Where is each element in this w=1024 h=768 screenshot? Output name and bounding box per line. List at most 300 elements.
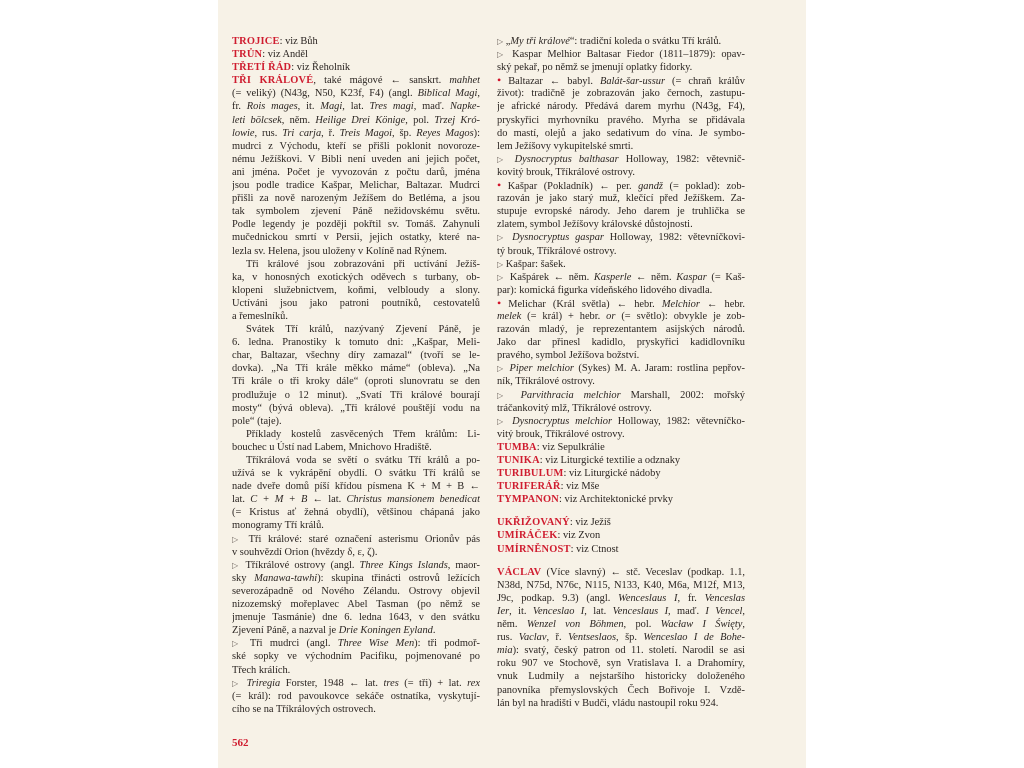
text-line	[497, 349, 745, 362]
text-run: , něm.	[281, 114, 316, 126]
triangle-marker-icon: ▷	[497, 233, 507, 243]
text-line	[497, 87, 745, 100]
triangle-marker-icon: ▷	[497, 37, 504, 46]
text-run: , pol.	[623, 619, 661, 631]
text-line	[497, 362, 745, 375]
text-run: pravého, symbol Ježíšova božství.	[497, 350, 640, 362]
text-run: lat.	[232, 494, 251, 506]
text-run: razován mladý, je reprezentantem asijských národů.	[497, 324, 745, 336]
italic-term: Melchior	[661, 298, 700, 310]
italic-term: Triregia	[246, 677, 281, 689]
text-run: ani jména. Počet je vyvozován z počtu darů, jména	[232, 166, 480, 178]
text-run: (= tři) + lat.	[398, 677, 468, 689]
text-line	[232, 624, 480, 637]
text-run: pole“ (taje).	[232, 415, 282, 427]
italic-term: Parvithracia melchior	[520, 389, 621, 401]
italic-term: Dysnocryptus gaspar	[512, 232, 604, 244]
italic-term: Ventseslaos	[568, 632, 617, 644]
text-run: , lat.	[342, 101, 370, 113]
bullet-icon: •	[497, 74, 502, 88]
text-line	[232, 611, 480, 624]
text-run: ,	[742, 605, 745, 617]
bullet-icon: •	[497, 179, 502, 193]
text-run	[508, 154, 515, 165]
text-run: ): tři podmoř-	[414, 638, 480, 650]
text-run: ník, Tříkrálové ostrovy.	[497, 376, 595, 388]
text-run: stupuje evropské národy. Jeho darem je truhlička se	[497, 206, 745, 218]
text-run: vnuk Ludmily a nejstaršího historicky doloženého	[497, 671, 745, 683]
text-run: vitý brouk, Tříkrálové ostrovy.	[497, 428, 625, 440]
text-run: cího se na Tříkrálových ostrovech.	[232, 703, 376, 715]
text-line	[497, 657, 745, 670]
text-run: rus.	[497, 632, 519, 644]
italic-term: mia	[497, 645, 513, 657]
text-run: Baltazar ← babyl.	[501, 76, 600, 88]
text-line	[232, 415, 480, 428]
text-run: (= světlo): obvykle je zob-	[615, 310, 745, 322]
text-run: monogramy Tří králů.	[232, 520, 324, 532]
text-line	[497, 297, 745, 310]
italic-term: Three Wise Men	[337, 638, 415, 650]
text-line	[232, 690, 480, 703]
text-line	[232, 87, 480, 100]
text-run: : viz Bůh	[279, 36, 318, 47]
italic-term: Ier	[497, 605, 510, 617]
text-line	[232, 467, 480, 480]
text-line	[232, 572, 480, 585]
italic-term: Kaspar	[676, 271, 707, 283]
italic-term: Three Kings Islands	[359, 559, 448, 571]
text-line	[232, 310, 480, 323]
text-line	[497, 566, 745, 579]
text-line	[497, 284, 745, 297]
text-run: fr.	[232, 101, 247, 113]
italic-term: mahhet	[449, 75, 480, 87]
text-run: , fr.	[677, 592, 705, 604]
text-run: 6. ledna. Pranostiky k tomuto dni: „Kašpar, Meli-	[232, 337, 480, 349]
text-run: , ř.	[546, 632, 569, 644]
italic-term: Balát-šar-ussur	[599, 76, 665, 88]
text-line	[497, 140, 745, 153]
text-run: , maď.	[668, 605, 706, 617]
text-line	[497, 467, 745, 480]
text-line	[232, 336, 480, 349]
text-run: panovníka přemyslovských Čech Bořivoje I. Vzdě-	[497, 684, 745, 696]
text-run: , lat.	[584, 605, 613, 617]
text-run: Tříkrálové ostrovy (angl.	[240, 559, 360, 571]
text-run: (= Kristus ať žehná obydlí), většinou chápaná jako	[232, 507, 480, 519]
italic-term: Wenzel von Böhmen	[526, 619, 624, 631]
text-line	[497, 310, 745, 323]
text-run: prodlužuje o 12 minut). „Svatí Tři králové bourají	[232, 389, 480, 401]
text-run: Holloway, 1982: větevnič-	[618, 153, 745, 165]
text-run: „	[503, 36, 511, 47]
triangle-marker-icon: ▷	[497, 416, 507, 426]
text-line	[497, 166, 745, 179]
text-run: : viz Řeholník	[291, 62, 351, 74]
text-run: a řemeslníků.	[232, 310, 288, 322]
text-line	[232, 533, 480, 546]
text-line	[232, 650, 480, 663]
text-line	[497, 428, 745, 441]
text-line	[497, 644, 745, 657]
text-line	[232, 140, 480, 153]
bullet-icon: •	[497, 296, 502, 310]
text-run: : viz Ctnost	[570, 543, 619, 555]
text-run: : viz Ježíš	[569, 517, 611, 529]
text-run: Kašpárek ← něm.	[505, 271, 594, 283]
text-run: (= král) + hebr.	[521, 310, 607, 322]
text-run: (= poklad): zob-	[662, 181, 745, 193]
text-run: Uctíváni jsou jako patroni poutníků, cestovatelů	[232, 297, 480, 309]
text-line	[497, 35, 745, 48]
text-line	[497, 271, 745, 284]
text-run: .	[432, 625, 436, 637]
italic-term: Vaclav	[518, 632, 547, 644]
text-line	[232, 192, 480, 205]
text-line	[497, 529, 745, 542]
text-run: tak symbolem zjevení Páně nežidovskému světu.	[232, 206, 480, 218]
text-run: lezla sv. Helena, jsou uloženy v Kolíně nad Rýnem.	[232, 245, 447, 257]
triangle-marker-icon: ▷	[497, 259, 504, 269]
page-number: 562	[232, 737, 249, 749]
text-run: Kašpar: šašek.	[503, 258, 566, 270]
triangle-marker-icon: ▷	[497, 50, 507, 60]
text-run: bouchec u Ústí nad Labem, Mnichovo Hradiště.	[232, 441, 432, 453]
entry-headword: TŘETÍ ŘÁD	[232, 62, 292, 74]
entry-headword: TURIFERÁŘ	[497, 481, 561, 493]
italic-term: C + M + B	[250, 494, 308, 506]
text-run	[511, 390, 521, 401]
text-line	[497, 127, 745, 140]
text-run: : viz Anděl	[262, 49, 308, 61]
text-run: ← hebr.	[699, 298, 745, 310]
text-run: nému Ježíškovi. V Bibli není uveden ani jejich počet,	[232, 153, 480, 165]
text-run: : viz Mše	[560, 481, 600, 493]
text-line	[232, 598, 480, 611]
text-run: ← lat.	[307, 494, 347, 506]
text-run: Holloway, 1982: větevníčkovi-	[603, 232, 745, 244]
text-run: jsou podle tradice Kašpar, Melichar, Baltazar. Mudrci	[232, 180, 480, 192]
text-run: ský pekař, po němž se jmenují oplatky fidorky.	[497, 62, 693, 74]
text-line	[232, 323, 480, 336]
text-line	[232, 428, 480, 441]
text-line	[232, 493, 480, 506]
text-line	[232, 402, 480, 415]
entry-headword: TUNIKA	[497, 455, 540, 466]
text-line	[497, 415, 745, 428]
text-run: , rus.	[254, 127, 283, 139]
text-line	[232, 637, 480, 650]
text-line	[497, 684, 745, 697]
italic-term: Treis Magoi	[339, 127, 393, 139]
text-run: Tři mudrci (angl.	[242, 638, 338, 650]
italic-term: Trzej Kró-	[434, 114, 480, 126]
text-run: Holloway, 1982: větevníčko-	[612, 415, 745, 427]
text-run: do mastí, olejů a jako sedativum do vína. Je symbo-	[497, 127, 745, 139]
text-run: : viz Liturgické textilie a odznaky	[539, 455, 681, 466]
italic-term: Venceslao I	[532, 605, 585, 617]
italic-term: Wenceslaus I	[618, 592, 678, 604]
text-run: Tříkrálová voda se světí o svátku Tří králů a po-	[246, 455, 480, 466]
text-line	[497, 258, 745, 271]
text-run: je africké národy. Předává darem myrhu (N43g, F4),	[497, 101, 745, 113]
spacer	[497, 556, 745, 566]
text-line	[232, 218, 480, 231]
text-run: Jako dar přinesl kadidlo, pryskyřici kadidlovníku	[497, 337, 745, 349]
text-run: : viz Sepulkrálie	[536, 441, 605, 453]
text-line	[232, 349, 480, 362]
text-line	[497, 493, 745, 506]
text-run: ← něm.	[631, 271, 677, 283]
text-run: (Více slavný) ← stč. Veceslav (podkap. 1.1,	[541, 566, 745, 578]
text-line	[232, 114, 480, 127]
text-line	[497, 389, 745, 402]
text-run: Tři králové jsou zobrazováni při uctívání Ježíš-	[246, 258, 480, 270]
text-line	[232, 375, 480, 388]
italic-term: rex	[467, 677, 480, 689]
italic-term: lowie	[232, 127, 255, 139]
text-run: Zjevení Páně, a nazval je	[232, 625, 339, 637]
text-run: ské sopky ve východním Pacifiku, pojmenované po	[232, 651, 480, 663]
italic-term: Wenceslao I de Bohe-	[643, 632, 745, 644]
italic-term: or	[606, 310, 616, 322]
entry-headword: TUMBA	[497, 441, 537, 453]
triangle-marker-icon: ▷	[232, 678, 242, 688]
italic-term: Wacław I Święty	[660, 619, 743, 631]
triangle-marker-icon: ▷	[232, 639, 243, 649]
text-run: Příklady kostelů zasvěcených Třem králům: Li-	[246, 428, 480, 440]
text-line	[497, 402, 745, 415]
italic-term: Piper melchior	[509, 363, 574, 375]
text-run: dovka). „Na Tři krále měkko máme“ (obleva). „Na	[232, 363, 480, 375]
text-line	[497, 631, 745, 644]
text-line	[497, 543, 745, 556]
text-line	[497, 516, 745, 529]
text-line	[497, 579, 745, 592]
italic-term: Venceslas	[704, 592, 745, 604]
text-line	[232, 153, 480, 166]
text-line	[497, 441, 745, 454]
text-run: , také mágové ← sanskrt.	[313, 75, 450, 87]
text-run: Kašpar (Pokladník) ← per.	[501, 181, 639, 193]
entry-headword: TŘI KRÁLOVÉ	[232, 75, 314, 87]
text-line	[232, 166, 480, 179]
italic-term: Venceslaus I	[612, 605, 669, 617]
text-line	[497, 153, 745, 166]
italic-term: Rois mages	[246, 101, 298, 113]
text-run: v souhvězdí Orion (hvězdy δ, ε, ζ).	[232, 546, 378, 558]
text-line	[232, 61, 480, 74]
text-run: , šp.	[616, 632, 644, 644]
text-run: lem Ježíšovy vykupitelské smrti.	[497, 140, 634, 152]
text-run: char, Baltazar, všechny díry zamazal“ (tvoří se le-	[232, 350, 480, 362]
text-run: lán byl na hradišti v Budči, vládu nastoupil roku 924.	[497, 697, 719, 709]
text-run: , it.	[297, 101, 321, 113]
text-run: Melichar (Král světla) ← hebr.	[501, 298, 662, 310]
text-run: klopeni služebnictvem, koňmi, velbloudy a slony.	[232, 284, 480, 296]
text-line	[232, 231, 480, 244]
text-line	[497, 205, 745, 218]
text-line	[232, 389, 480, 402]
text-run: zlatem, symbol Ježíšovy královské důstojnosti.	[497, 219, 693, 231]
italic-term: gandž	[638, 181, 663, 193]
text-run: severozápadně od Nového Zélandu. Ostrovy objevil	[232, 585, 480, 597]
text-line	[497, 592, 745, 605]
text-line	[232, 258, 480, 271]
text-run: Tři krále o tři kroky dále“ (oproti slunovratu se den	[232, 376, 480, 388]
text-line	[232, 48, 480, 61]
text-line	[232, 480, 480, 493]
right-column	[497, 35, 745, 710]
text-run: ):	[473, 127, 480, 139]
text-run: Kaspar Melhior Baltasar Fiedor (1811–1879): opav-	[506, 49, 745, 61]
text-run: , it.	[509, 605, 533, 617]
text-run: užívá se k vykrápění obydlí. O svátku Tří králů se	[232, 468, 480, 480]
entry-headword: UKŘIŽOVANÝ	[497, 517, 570, 529]
text-line	[232, 677, 480, 690]
text-line	[232, 297, 480, 310]
italic-term: My tři králové	[510, 36, 570, 47]
italic-term: Tri carja	[282, 127, 322, 139]
text-line	[232, 205, 480, 218]
text-line	[232, 284, 480, 297]
text-run: ,	[742, 619, 745, 631]
text-line	[232, 519, 480, 532]
text-line	[497, 480, 745, 493]
text-run: razován je jako starý muž, klečící před Ježíškem. Za-	[497, 193, 745, 205]
triangle-marker-icon: ▷	[497, 364, 506, 374]
text-run: Podle legendy je později pokřtil sv. Tomáš. Zahynuli	[232, 219, 480, 231]
entry-headword: TRŮN	[232, 49, 263, 61]
text-run: jmenuje Tasmánie) dne 6. ledna 1643, v den svátku	[232, 612, 480, 624]
text-run: : viz Zvon	[557, 530, 601, 542]
triangle-marker-icon: ▷	[232, 534, 243, 544]
text-line	[497, 375, 745, 388]
italic-term: Tres magi	[369, 101, 414, 113]
italic-term: I Vencel	[705, 605, 743, 617]
text-run: ,	[477, 88, 480, 100]
text-run: Tři králové: staré označení asterismu Orionův pás	[242, 533, 480, 545]
italic-term: Drie Koningen Eyland	[338, 625, 433, 637]
italic-term: Napke-	[450, 101, 480, 113]
text-line	[232, 35, 480, 48]
left-column	[232, 35, 480, 716]
text-line	[497, 336, 745, 349]
italic-term: leti bölcsek	[232, 114, 282, 126]
text-line	[497, 218, 745, 231]
text-run: , šp.	[392, 127, 417, 139]
text-run: “: tradiční koleda o svátku Tří králů.	[569, 36, 722, 47]
text-run: život): tradičně je zobrazován jako černoch, zastupu-	[497, 88, 745, 100]
italic-term: tres	[383, 677, 399, 689]
entry-headword: VÁCLAV	[497, 566, 542, 578]
text-line	[497, 192, 745, 205]
italic-term: Magi	[320, 101, 343, 113]
entry-headword: TROJICE	[232, 36, 280, 47]
text-run: : viz Architektonické prvky	[559, 494, 673, 506]
text-line	[497, 697, 745, 710]
text-run: sky	[232, 572, 255, 584]
entry-headword: TYMPANON	[497, 494, 560, 506]
text-line	[232, 506, 480, 519]
italic-term: Christus mansionem benedicat	[346, 494, 480, 506]
text-line	[497, 100, 745, 113]
text-run: mučednickou smrtí v Persii, jejich ostatky, které na-	[232, 232, 480, 244]
text-line	[497, 605, 745, 618]
text-run: J9c, podkap. 9.3) (angl.	[497, 592, 619, 604]
text-run: par): komická figurka vídeňského lidového divadla.	[497, 284, 713, 296]
text-run: přišli za nově narozeným Ježíšem do Betléma, a jsou	[232, 193, 480, 205]
text-line	[232, 362, 480, 375]
triangle-marker-icon: ▷	[497, 154, 508, 164]
text-line	[232, 454, 480, 467]
text-line	[232, 179, 480, 192]
text-line	[497, 323, 745, 336]
text-line	[232, 100, 480, 113]
text-line	[497, 179, 745, 192]
text-run: N38d, N75d, N76c, N115, N133, K40, M6a, M12f, M13,	[497, 579, 745, 591]
text-run: tráčankovitý mlž, Tříkrálové ostrovy.	[497, 402, 652, 414]
italic-term: Biblical Magi	[417, 88, 478, 100]
text-line	[232, 559, 480, 572]
text-run: (= veliký) (N43g, N50, K23f, F4) (angl.	[232, 88, 418, 100]
text-line	[232, 127, 480, 140]
text-run: (= král): rod pavoukovce sekáče ostnatíka, vyskytují-	[232, 690, 480, 702]
text-run: Forster, 1948 ← lat.	[280, 677, 384, 689]
italic-term: Heilige Drei Könige	[315, 114, 406, 126]
text-line	[497, 48, 745, 61]
text-run: Svátek Tří králů, nazývaný Zjevení Páně, je	[246, 324, 480, 336]
italic-term: Dysnocryptus balthasar	[514, 153, 619, 165]
text-run: ): skupina třinácti ostrovů ležících	[317, 572, 480, 584]
text-run: (= Kaš-	[706, 271, 745, 283]
entry-headword: UMÍRÁČEK	[497, 530, 558, 542]
text-line	[497, 618, 745, 631]
text-line	[232, 664, 480, 677]
italic-term: Dysnocryptus melchior	[512, 415, 613, 427]
text-run: roku 907 ve Stochově, syn Vratislava I. a Drahomíry,	[497, 658, 745, 670]
text-run: ka, v honosných exotických oděvech s turbany, ob-	[232, 271, 480, 283]
entry-headword: UMÍRNĚNOST	[497, 543, 571, 555]
text-line	[497, 61, 745, 74]
text-run: pryskyřici myrhovníku pravého. Myrha se přidávala	[497, 114, 745, 126]
text-line	[497, 670, 745, 683]
text-run: nade dveře domů píší křídou písmena K + M + B ←	[232, 481, 480, 493]
triangle-marker-icon: ▷	[232, 560, 241, 570]
text-run: (Sykes) M. A. Jaram: rostlina pepřov-	[573, 363, 745, 375]
text-line	[497, 454, 745, 467]
entry-headword: TURIBULUM	[497, 468, 564, 480]
text-run: , pol.	[405, 114, 435, 126]
text-run: mosty“ (bývá obleva). „Tři králové pouštějí vodu na	[232, 402, 480, 414]
triangle-marker-icon: ▷	[497, 272, 506, 282]
text-run: : viz Liturgické nádoby	[563, 468, 661, 480]
text-run: Marshall, 2002: mořský	[620, 389, 745, 401]
spacer	[497, 506, 745, 516]
text-run: , maor-	[447, 559, 480, 571]
triangle-marker-icon: ▷	[497, 390, 511, 400]
text-run: (= chraň králův	[665, 76, 745, 88]
text-line	[232, 585, 480, 598]
text-line	[232, 74, 480, 87]
text-run: , maď.	[413, 101, 450, 113]
italic-term: Manawa-tawhi	[254, 572, 318, 584]
text-run: nizozemský mořeplavec Abel Tasman (po němž se	[232, 599, 480, 611]
text-run: ): svatý, český patron od 11. století. Narodil se asi	[512, 645, 745, 657]
text-run: tý brouk, Tříkrálové ostrovy.	[497, 245, 617, 257]
text-line	[232, 271, 480, 284]
